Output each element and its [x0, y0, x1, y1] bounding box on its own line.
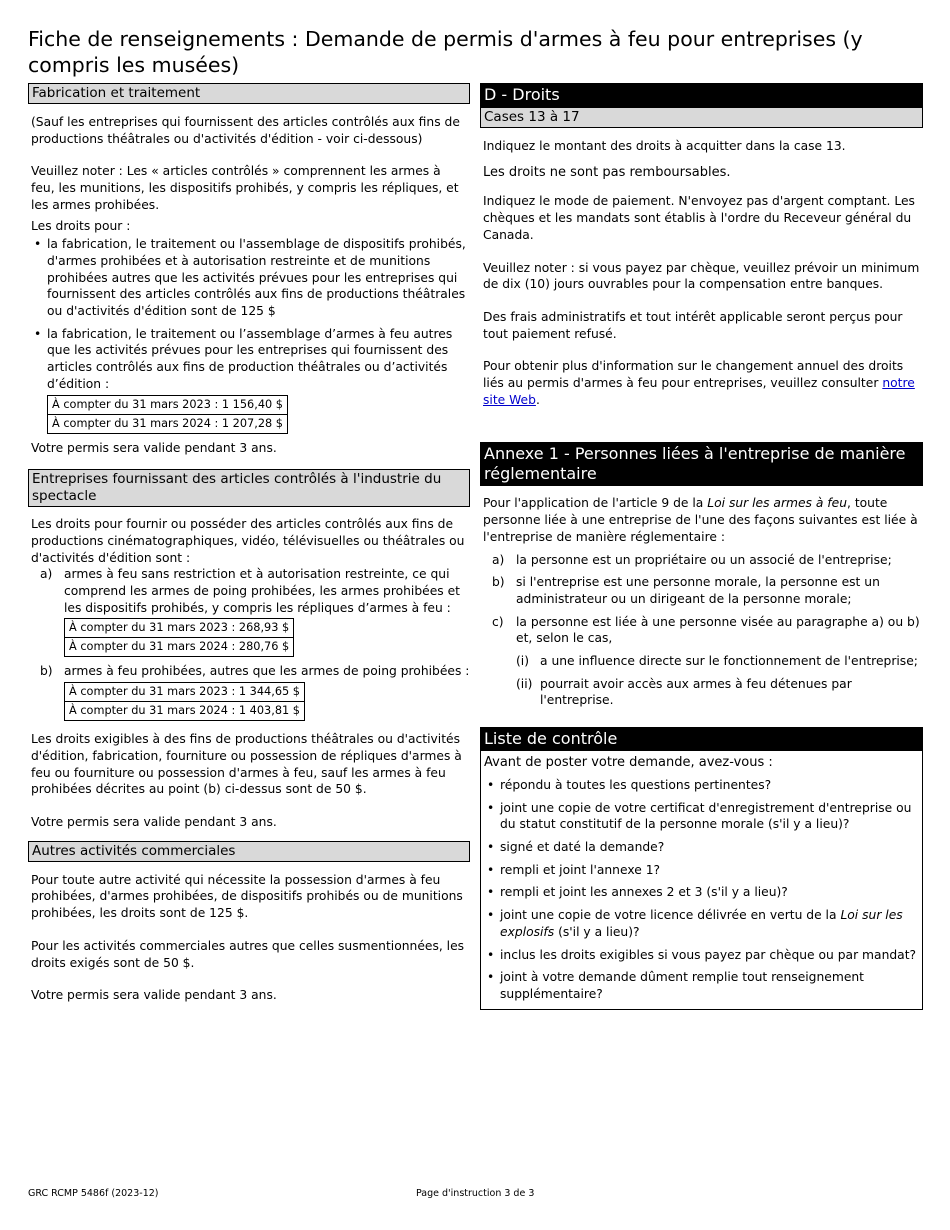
droits-p2: Les droits ne sont pas remboursables. — [483, 164, 731, 180]
spectacle-heading: Entreprises fournissant des articles contrôlés à l'industrie du spectacle — [28, 469, 470, 507]
annexe-item-c: c) la personne est liée à une personne visée au paragraphe a) ou b) et, selon le cas, — [492, 614, 920, 646]
droits-p6: Pour obtenir plus d'information sur le changement annuel des droits liés au permis d'armes à feu pour entreprises, veuillez consulter notre site Web. — [483, 359, 915, 407]
spectacle-b-fee-table — [64, 682, 305, 721]
annexe-item-a: a) la personne est un propriétaire ou un associé de l'entreprise; — [492, 552, 892, 567]
droits-p4: Veuillez noter : si vous payez par chèque, veuillez prévoir un minimum de dix (10) jours ouvrables pour la compensation entre banques. — [483, 260, 920, 292]
annexe-intro: Pour l'application de l'article 9 de la Loi sur les armes à feu, toute personne liée à une entreprise de l'une des façons suivantes est liée à l'entreprise de manière réglementaire : — [483, 496, 918, 544]
checklist-heading: Liste de contrôle — [480, 727, 923, 751]
fee-cell: À compter du 31 mars 2024 : 1 403,81 $ — [65, 702, 305, 721]
spectacle-valid: Votre permis sera valide pendant 3 ans. — [31, 814, 277, 829]
right-column — [480, 83, 923, 1010]
checklist-item: • répondu à toutes les questions pertinentes? — [485, 777, 922, 794]
spectacle-item-b: b) armes à feu prohibées, autres que les armes de poing prohibées : À compter du 31 mars 2023 : 1 344,65 $ À compter du 31 mars 2024 : 1 403,81 $ — [28, 663, 470, 721]
autres-p2: Pour les activités commerciales autres que celles susmentionnées, les droits exigés sont de 50 $. — [31, 938, 465, 970]
autres-valid: Votre permis sera valide pendant 3 ans. — [31, 988, 277, 1003]
form-id: GRC RCMP 5486f (2023-12) — [28, 1188, 159, 1199]
fabrication-fees-for: Les droits pour : — [31, 218, 131, 233]
fabrication-note: Veuillez noter : Les « articles contrôlés » comprennent les armes à feu, les munitions, les dispositifs prohibés, y compris les répliques, et les armes prohibées. — [31, 164, 459, 212]
page-number: Page d'instruction 3 de 3 — [416, 1188, 535, 1199]
fee-cell: À compter du 31 mars 2024 : 1 207,28 $ — [48, 414, 288, 433]
annexe-heading: Annexe 1 - Personnes liées à l'entreprise de manière réglementaire — [480, 442, 923, 486]
checklist-item: • rempli et joint l'annexe 1? — [485, 862, 922, 879]
checklist-item: • rempli et joint les annexes 2 et 3 (s'il y a lieu)? — [485, 884, 922, 901]
autres-p1: Pour toute autre activité qui nécessite la possession d'armes à feu prohibées, d'armes prohibées, de dispositifs prohibés ou de munitions prohibées, les droits sont de 125 $. — [31, 872, 463, 921]
checklist-item: • joint à votre demande dûment remplie tout renseignement supplémentaire? — [485, 969, 922, 1002]
checklist-box — [480, 751, 923, 1009]
checklist-item: • signé et daté la demande? — [485, 839, 922, 856]
left-column — [28, 83, 470, 1004]
spectacle-a-fee-table — [64, 618, 294, 657]
fabrication-valid: Votre permis sera valide pendant 3 ans. — [31, 440, 277, 455]
spectacle-item-a: a) armes à feu sans restriction et à autorisation restreinte, ce qui comprend les armes de poing prohibées, les armes prohibées et les dispositifs prohibés, y compris les répliques d’armes à feu : À compter du 31 mars 2023 : 268,93 $ À compter du 31 mars 2024 : 280,76 $ — [28, 566, 470, 657]
website-link[interactable]: notre site Web — [483, 376, 915, 407]
fee-cell: À compter du 31 mars 2023 : 268,93 $ — [65, 619, 294, 638]
fee-cell: À compter du 31 mars 2023 : 1 156,40 $ — [48, 395, 288, 414]
fabrication-bullet-2: • la fabrication, le traitement ou l’assemblage d’armes à feu autres que les activités prévues pour les entreprises qui fournissent des articles contrôlés aux fins de production théâtrales ou d’activités d’édition : À compter du 31 mars 2023 : 1 156,40 $ À compter du 31 mars 2024 : 1 207,28 $ — [32, 326, 470, 434]
spectacle-intro: Les droits pour fournir ou posséder des articles contrôlés aux fins de productions cinématographiques, vidéo, télévisuelles ou théâtrales ou d'activités d'édition sont : — [31, 517, 465, 565]
droits-subheading: Cases 13 à 17 — [480, 107, 923, 128]
checklist-item: • joint une copie de votre licence délivrée en vertu de la Loi sur les explosifs (s'il y a lieu)? — [485, 907, 922, 940]
checklist-intro: Avant de poster votre demande, avez-vous : — [484, 755, 773, 771]
annexe-item-i: (i) a une influence directe sur le fonctionnement de l'entreprise; — [516, 654, 918, 669]
fee-cell: À compter du 31 mars 2024 : 280,76 $ — [65, 638, 294, 657]
page-title: Fiche de renseignements : Demande de permis d'armes à feu pour entreprises (y compris les musées) — [28, 27, 863, 77]
annexe-item-ii: (ii) pourrait avoir accès aux armes à feu détenues par l'entreprise. — [516, 676, 852, 708]
fee-cell: À compter du 31 mars 2023 : 1 344,65 $ — [65, 683, 305, 702]
droits-p3: Indiquez le mode de paiement. N'envoyez pas d'argent comptant. Les chèques et les mandats sont établis à l'ordre du Receveur général du Canada. — [483, 194, 915, 242]
spectacle-theatre: Les droits exigibles à des fins de productions théâtrales ou d'activités d'édition, fabrication, fourniture ou possession de répliques d'armes à feu ou fourniture ou possession d'armes à feu, sauf les armes à feu prohibées décrites au point (b) ci-dessus sont de 50 $. — [31, 732, 462, 797]
droits-p1: Indiquez le montant des droits à acquitter dans la case 13. — [483, 139, 846, 153]
fabrication-bullet-1: • la fabrication, le traitement ou l'assemblage de dispositifs prohibés, d'armes prohibées et à autorisation restreinte et de munitions prohibées autres que les activités prévues pour les entreprises qui fournissent des articles contrôlés aux fins de productions théâtrales ou d'activités d'édition sont de 125 $ — [32, 236, 470, 320]
droits-heading: D - Droits — [480, 83, 923, 107]
checklist-item: • joint une copie de votre certificat d'enregistrement d'entreprise ou du statut constitutif de la personne morale (s'il y a lieu)? — [485, 800, 922, 833]
checklist-item: • inclus les droits exigibles si vous payez par chèque ou par mandat? — [485, 947, 922, 964]
fabrication-heading: Fabrication et traitement — [28, 83, 470, 104]
autres-heading: Autres activités commerciales — [28, 841, 470, 862]
fabrication-fee-table — [47, 395, 288, 434]
droits-p5: Des frais administratifs et tout intérêt applicable seront perçus pour tout paiement refusé. — [483, 309, 903, 341]
annexe-item-b: b) si l'entreprise est une personne morale, la personne est un administrateur ou un dirigeant de la personne morale; — [492, 575, 880, 606]
fabrication-intro: (Sauf les entreprises qui fournissent des articles contrôlés aux fins de productions théâtrales ou d'activités d'édition - voir ci-dessous) — [31, 115, 460, 146]
